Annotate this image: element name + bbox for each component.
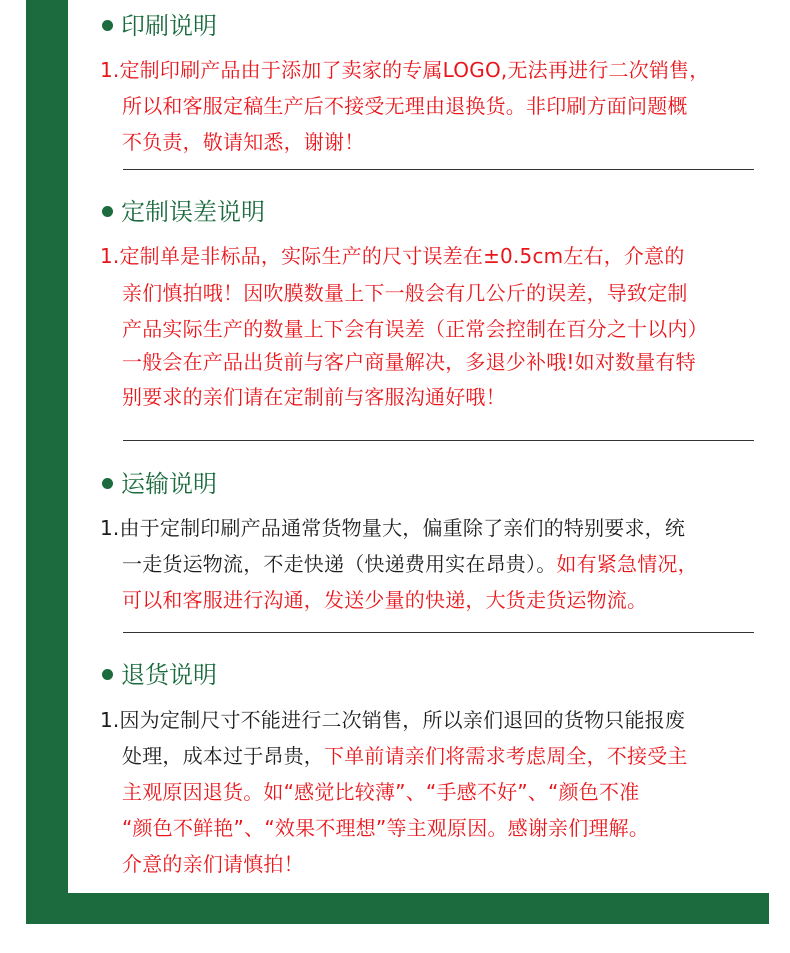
heading-text: 运输说明	[121, 470, 217, 498]
section-heading	[102, 192, 265, 232]
heading-text: 退货说明	[121, 661, 217, 689]
text-line: 不负责，敬请知悉，谢谢！	[122, 130, 365, 154]
text-line: 亲们慎拍哦！因吹膜数量上下一般会有几公斤的误差，导致定制	[122, 281, 688, 305]
text-line: 可以和客服进行沟通，发送少量的快递，大货走货运物流。	[122, 588, 648, 612]
bullet-dot-icon	[102, 478, 113, 489]
text-line: 处理，成本过于昂贵，下单前请亲们将需求考虑周全，不接受主	[122, 744, 688, 768]
text-line: 1.定制单是非标品，实际生产的尺寸误差在±0.5cm左右，介意的	[100, 244, 685, 268]
text-line: 所以和客服定稿生产后不接受无理由退换货。非印刷方面问题概	[122, 94, 688, 118]
divider	[123, 632, 754, 633]
bullet-dot-icon	[102, 669, 113, 680]
text-line: 一走货运物流，不走快递（快递费用实在昂贵）。如有紧急情况，	[122, 552, 698, 576]
text-line: 介意的亲们请慎拍！	[122, 852, 304, 876]
text-line: 1.因为定制尺寸不能进行二次销售，所以亲们退回的货物只能报废	[100, 708, 686, 732]
text-line: 主观原因退货。如“感觉比较薄”、“手感不好”、“颜色不准	[122, 780, 640, 804]
content-panel	[68, 0, 778, 893]
text-line: 产品实际生产的数量上下会有误差（正常会控制在百分之十以内）	[122, 317, 708, 341]
bullet-dot-icon	[102, 206, 113, 217]
section-heading	[102, 464, 217, 504]
divider	[123, 169, 754, 170]
bullet-dot-icon	[102, 20, 113, 31]
divider	[123, 440, 754, 441]
text-line: 别要求的亲们请在定制前与客服沟通好哦！	[122, 385, 506, 409]
green-frame	[26, 0, 769, 924]
section-heading	[102, 655, 217, 695]
heading-text: 定制误差说明	[121, 198, 265, 226]
text-line: 一般会在产品出货前与客户商量解决，多退少补哦!如对数量有特	[122, 350, 696, 374]
text-line: 1.由于定制印刷产品通常货物量大，偏重除了亲们的特别要求，统	[100, 516, 686, 540]
section-heading	[102, 6, 217, 46]
heading-text: 印刷说明	[121, 12, 217, 40]
text-line: “颜色不鲜艳”、“效果不理想”等主观原因。感谢亲们理解。	[122, 816, 650, 840]
text-line: 1.定制印刷产品由于添加了卖家的专属LOGO,无法再进行二次销售，	[100, 58, 710, 82]
